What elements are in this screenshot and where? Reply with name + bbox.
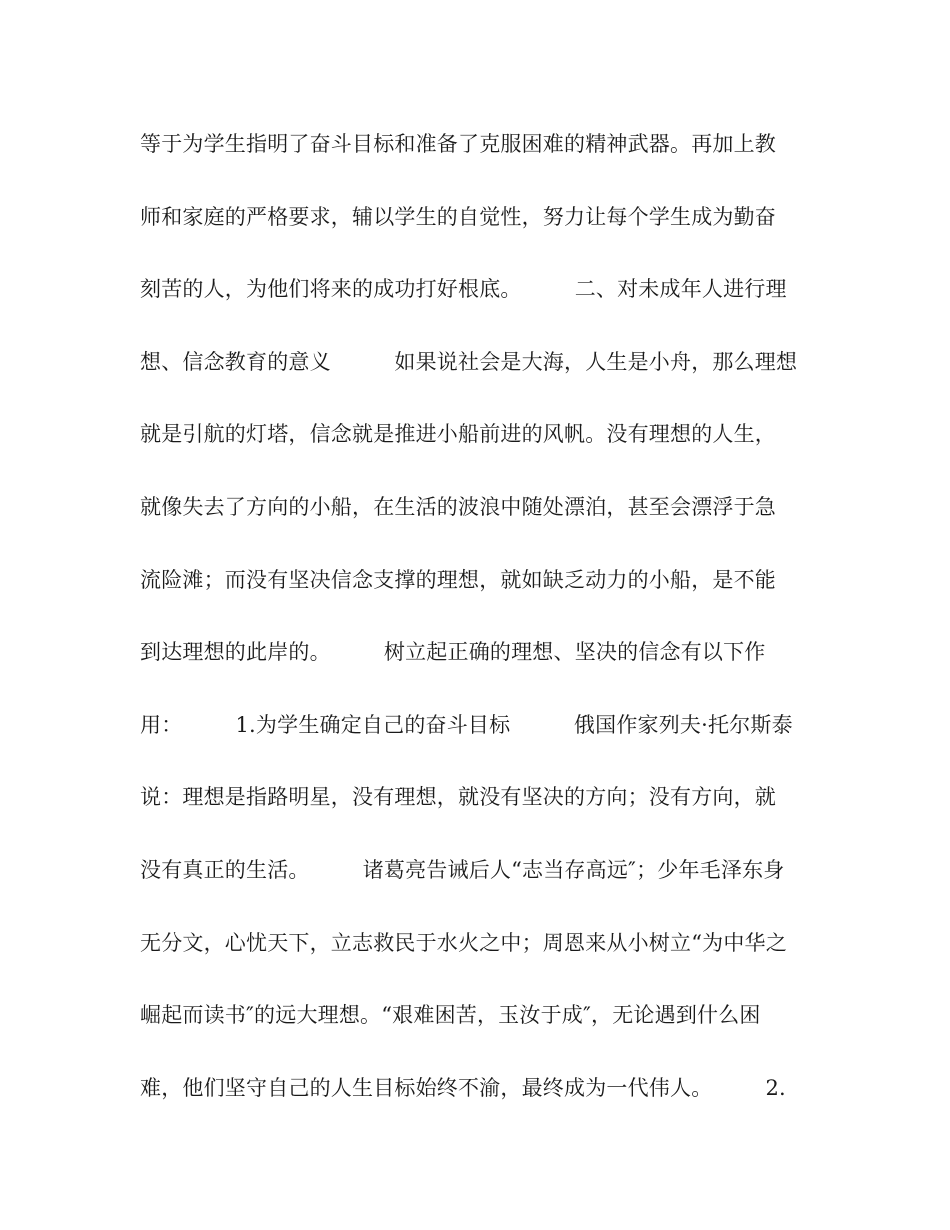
text-line: 用： 1.为学生确定自己的奋斗目标 俄国作家列夫·托尔斯泰: [140, 712, 793, 737]
text-line: 没有真正的生活。 诸葛亮告诫后人“志当存高远″；少年毛泽东身: [140, 857, 785, 882]
text-line: 就是引航的灯塔，信念就是推进小船前进的风帆。没有理想的人生，: [140, 422, 776, 447]
text-line: 刻苦的人，为他们将来的成功打好根底。 二、对未成年人进行理: [140, 277, 787, 302]
text-line: 想、信念教育的意义 如果说社会是大海，人生是小舟，那么理想: [140, 349, 798, 374]
text-line: 无分文，心忧天下，立志救民于水火之中；周恩来从小树立“为中华之: [140, 930, 787, 955]
text-line: 流险滩；而没有坚决信念支撑的理想，就如缺乏动力的小船，是不能: [140, 567, 776, 592]
text-line: 就像失去了方向的小船，在生活的波浪中随处漂泊，甚至会漂浮于急: [140, 494, 776, 519]
text-line: 崛起而读书″的远大理想。“艰难困苦，玉汝于成″，无论遇到什么困: [140, 1003, 761, 1028]
text-line: 说：理想是指路明星，没有理想，就没有坚决的方向；没有方向，就: [140, 785, 776, 810]
text-line: 到达理想的此岸的。 树立起正确的理想、坚决的信念有以下作: [140, 640, 766, 665]
text-line: 等于为学生指明了奋斗目标和准备了克服困难的精神武器。再加上教: [140, 132, 776, 156]
text-line: 师和家庭的严格要求，辅以学生的自觉性，努力让每个学生成为勤奋: [140, 204, 776, 229]
body-text: [140, 118, 820, 1134]
text-line: 难，他们坚守自己的人生目标始终不渝，最终成为一代伟人。 2.: [140, 1075, 786, 1100]
